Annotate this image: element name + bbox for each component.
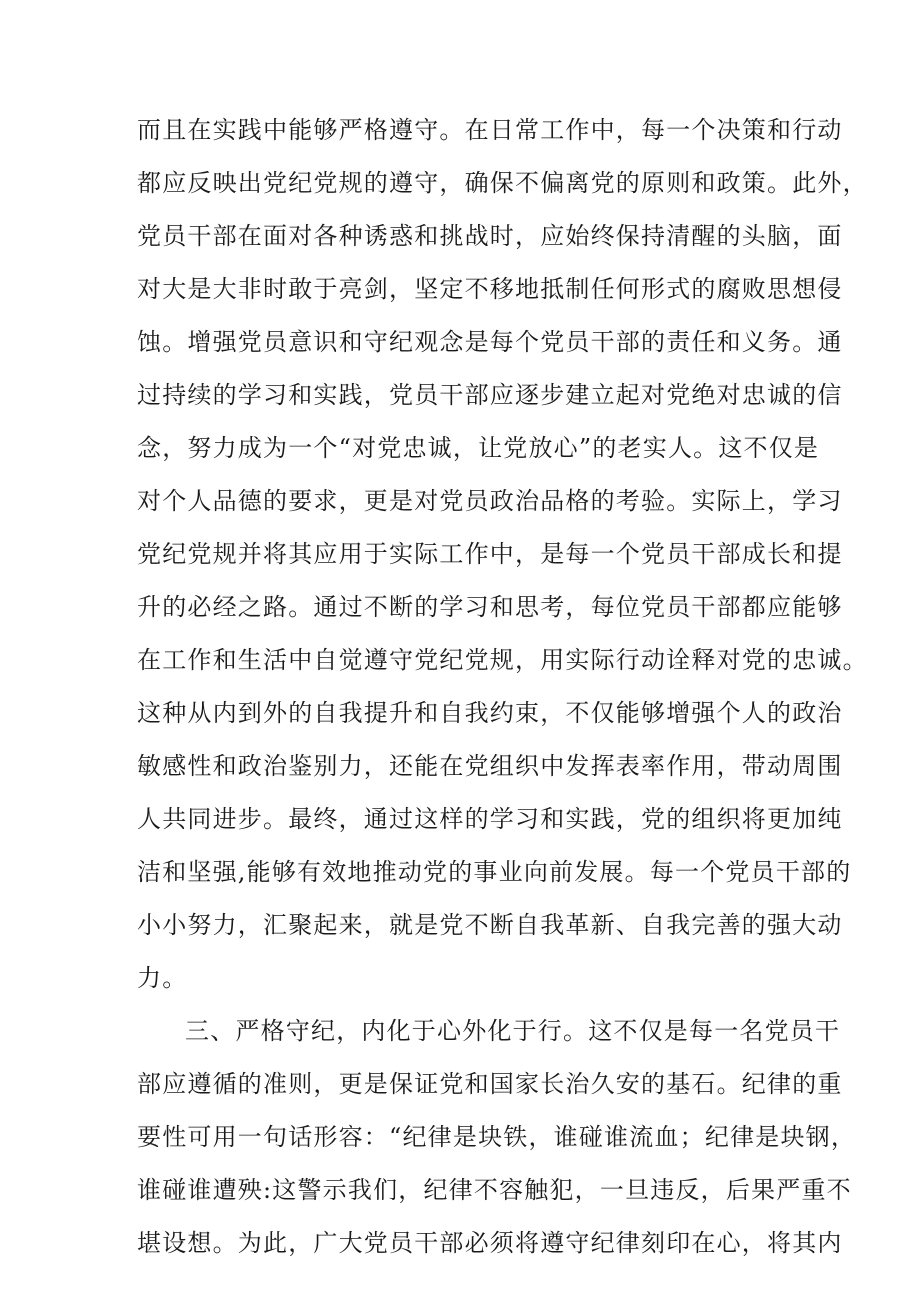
text-line: 对个人品德的要求，更是对党员政治品格的考验。实际上，学习 bbox=[137, 487, 843, 515]
text-line: 在工作和生活中自觉遵守党纪党规，用实际行动诠释对党的忠诚。 bbox=[137, 646, 868, 674]
section-heading-line: 三、严格守纪，内化于心外化于行。这不仅是每一名党员干 bbox=[185, 1017, 841, 1045]
text-line: 党员干部在面对各种诱惑和挑战时，应始终保持清醒的头脑，面 bbox=[137, 222, 843, 250]
text-line: 敏感性和政治鉴别力，还能在党组织中发挥表率作用，带动周围 bbox=[137, 752, 843, 780]
text-line: 蚀。增强党员意识和守纪观念是每个党员干部的责任和义务。通 bbox=[137, 328, 843, 356]
text-line: 念，努力成为一个“对党忠诚，让党放心”的老实人。这不仅是 bbox=[137, 434, 820, 462]
text-line: 洁和坚强,能够有效地推动党的事业向前发展。每一个党员干部的 bbox=[137, 858, 852, 886]
text-line: 而且在实践中能够严格遵守。在日常工作中，每一个决策和行动 bbox=[137, 116, 843, 144]
text-line: 部应遵循的准则，更是保证党和国家长治久安的基石。纪律的重 bbox=[137, 1070, 843, 1098]
text-line: 力。 bbox=[137, 964, 188, 992]
text-line: 要性可用一句话形容：“纪律是块铁，谁碰谁流血；纪律是块钢， bbox=[137, 1123, 857, 1151]
text-line: 小小努力，汇聚起来，就是党不断自我革新、自我完善的强大动 bbox=[137, 911, 843, 939]
text-line: 人共同进步。最终，通过这样的学习和实践，党的组织将更加纯 bbox=[137, 805, 843, 833]
text-line: 谁碰谁遭殃:这警示我们，纪律不容触犯，一旦违反，后果严重不 bbox=[137, 1176, 852, 1204]
text-line: 堪设想。为此，广大党员干部必须将遵守纪律刻印在心，将其内 bbox=[137, 1229, 843, 1257]
text-line: 对大是大非时敢于亮剑，坚定不移地抵制任何形式的腐败思想侵 bbox=[137, 275, 843, 303]
text-line: 过持续的学习和实践，党员干部应逐步建立起对党绝对忠诚的信 bbox=[137, 381, 843, 409]
text-line: 都应反映出党纪党规的遵守，确保不偏离党的原则和政策。此外， bbox=[137, 169, 868, 197]
text-line: 这种从内到外的自我提升和自我约束，不仅能够增强个人的政治 bbox=[137, 699, 843, 727]
text-line: 升的必经之路。通过不断的学习和思考，每位党员干部都应能够 bbox=[137, 593, 843, 621]
text-line: 党纪党规并将其应用于实际工作中，是每一个党员干部成长和提 bbox=[137, 540, 843, 568]
